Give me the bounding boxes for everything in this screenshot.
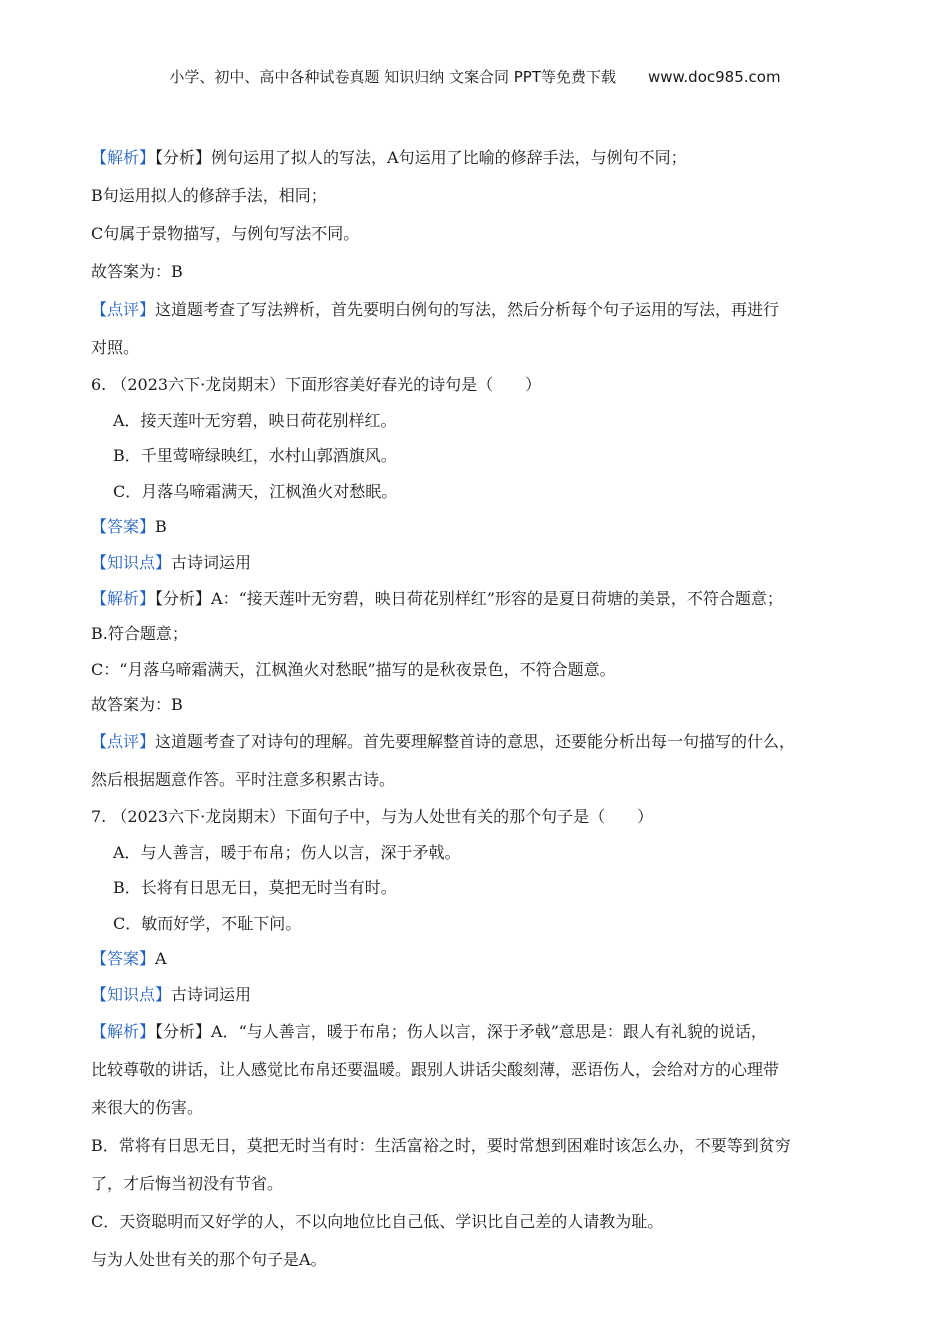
comment-tag: 【点评】 (91, 731, 156, 751)
q6-option-a: A．接天莲叶无穷碧，映日荷花别样红。 (113, 410, 397, 430)
q7-analysis: 【解析】【分析】A．“与人善言，暖于布帛；伤人以言，深于矛戟”意思是：跟人有礼貌的说话， (91, 1021, 767, 1041)
q7-analysis-c: C．天资聪明而又好学的人，不以向地位比自己低、学识比自己差的人请教为耻。 (91, 1211, 664, 1231)
q7-knowledge: 【知识点】古诗词运用 (91, 984, 252, 1004)
q6-analysis: 【解析】【分析】A：“接天莲叶无穷碧，映日荷花别样红”形容的是夏日荷塘的美景，不符合题意； (91, 588, 783, 608)
q6-option-b: B．千里莺啼绿映红，水村山郭酒旗风。 (113, 446, 397, 466)
q7-analysis-b: B．常将有日思无日，莫把无时当有时：生活富裕之时，要时常想到困难时该怎么办，不要等到贫穷 (91, 1135, 791, 1155)
q6-option-c: C．月落乌啼霜满天，江枫渔火对愁眠。 (113, 481, 398, 501)
q6-knowledge: 【知识点】古诗词运用 (91, 552, 252, 572)
q6-analysis-c: C：“月落乌啼霜满天，江枫渔火对愁眠”描写的是秋夜景色，不符合题意。 (91, 659, 616, 679)
q6-analysis-b: B.符合题意； (91, 624, 188, 644)
block1-conclusion: 故答案为：B (91, 262, 183, 281)
q7-option-b: B．长将有日思无日，莫把无时当有时。 (113, 878, 397, 898)
answer-tag: 【答案】 (91, 949, 156, 969)
q6-comment: 【点评】这道题考查了对诗句的理解。首先要理解整首诗的意思，还要能分析出每一句描写的什么， (91, 731, 796, 751)
block1-comment-cont: 对照。 (91, 338, 140, 357)
answer-tag: 【答案】 (91, 517, 156, 537)
document-body (91, 139, 871, 1279)
block1-c: C句属于景物描写，与例句写法不同。 (91, 224, 360, 243)
q7-option-a: A．与人善言，暖于布帛；伤人以言，深于矛戟。 (113, 842, 461, 862)
comment-tag: 【点评】 (91, 300, 156, 319)
q7-analysis-cont-1: 比较尊敬的讲话，让人感觉比布帛还要温暖。跟别人讲话尖酸刻薄，恶语伤人，会给对方的心理带 (91, 1059, 780, 1079)
block1-comment: 【点评】这道题考查了写法辨析，首先要明白例句的写法，然后分析每个句子运用的写法，再进行 (91, 300, 780, 319)
q7-analysis-cont-2: 来很大的伤害。 (91, 1097, 204, 1117)
knowledge-tag: 【知识点】 (91, 552, 172, 572)
analysis-tag: 【解析】 (91, 588, 156, 608)
q6-conclusion: 故答案为：B (91, 695, 183, 715)
q7-stem: 7. （2023六下·龙岗期末）下面句子中，与为人处世有关的那个句子是（ ） (91, 806, 654, 826)
header-text: 小学、初中、高中各种试卷真题 知识归纳 文案合同 PPT等免费下载 (169, 68, 616, 86)
knowledge-tag: 【知识点】 (91, 984, 172, 1004)
q6-answer: 【答案】B (91, 517, 167, 537)
q7-analysis-b-cont: 了，才后悔当初没有节省。 (91, 1173, 284, 1193)
header-url[interactable]: www.doc985.com (647, 68, 781, 86)
analysis-tag: 【解析】 (91, 148, 156, 167)
q7-answer: 【答案】A (91, 949, 167, 969)
analysis-tag: 【解析】 (91, 1021, 156, 1041)
block1-b: B句运用拟人的修辞手法，相同； (91, 186, 327, 205)
q6-stem: 6. （2023六下·龙岗期末）下面形容美好春光的诗句是（ ） (91, 375, 542, 394)
q7-option-c: C．敏而好学，不耻下问。 (113, 913, 302, 933)
q7-conclusion: 与为人处世有关的那个句子是A。 (91, 1249, 327, 1269)
page-header (0, 66, 950, 87)
block1-analysis: 【解析】【分析】例句运用了拟人的写法，A句运用了比喻的修辞手法，与例句不同； (91, 148, 687, 167)
q6-comment-cont: 然后根据题意作答。平时注意多积累古诗。 (91, 769, 396, 789)
